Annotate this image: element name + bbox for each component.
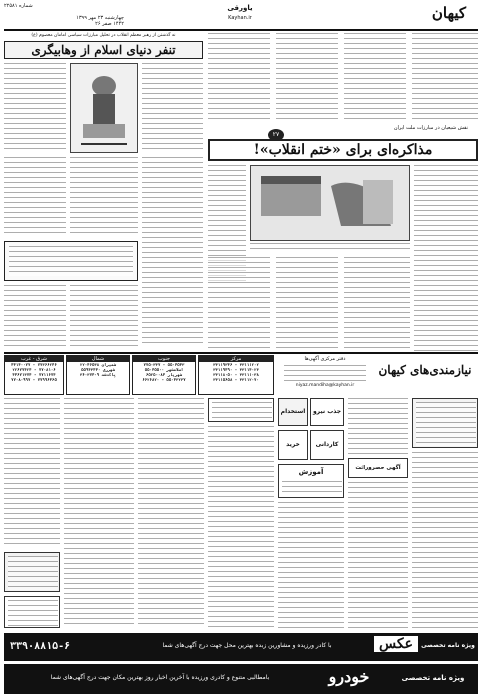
ad-box (208, 398, 274, 422)
phone-col-header: مرکز (199, 356, 273, 362)
section-label: یاورقی (227, 4, 253, 12)
ad-estekhdam (278, 398, 308, 426)
left-article-title: تنفر دنیای اسلام از وهابیگری (31, 43, 176, 57)
phone-value: ۷۷۰۸۱۰۶ - ۲۲۶۷۷۴۲۴ (12, 367, 56, 372)
phone-col-shomal (66, 355, 130, 395)
ad-box-text (416, 402, 476, 446)
left-article-kicker: نه گذشتن از رهبر معظم انقلاب در تحلیل مبارزات سیاسی امامان معصوم (ع) (31, 33, 176, 38)
phone-value: ۷۷۱۱۶۷۴ - ۴۴۶۷۱۳۷۴ (12, 372, 56, 377)
right-col-1 (208, 33, 270, 121)
left-col-7 (70, 285, 138, 347)
badge-number: ۲۷ (272, 131, 280, 138)
ad-col-5 (278, 502, 344, 628)
phone-value: ۷۷۹۹۶۴۶۵ - ۷۷۰۸۰۹۹۷ (11, 377, 57, 382)
phone-value: ۳۳۱۱۱۰۳۸ - ۳۳۱۱۸۰۵۰ (213, 372, 259, 377)
ads-header (280, 355, 478, 395)
phone-col-header: شمال (67, 356, 129, 362)
left-article (4, 33, 203, 351)
ad-box (4, 596, 60, 628)
center-col-2 (414, 165, 478, 351)
ad-col-3 (138, 398, 204, 628)
banner-aks-text: با کادر ورزیده و مشاورین زبده بهترین محل جهت درج آگهی‌های شما (162, 642, 332, 649)
left-article-title-box (4, 41, 203, 59)
ad-col-6a (348, 398, 408, 454)
ad-box-text (8, 600, 58, 626)
ad-amozesh-label: آموزش (298, 468, 324, 476)
ad-kar-label: کاردانی (315, 441, 339, 448)
phone-col-markaz (198, 355, 274, 395)
phone-table (4, 355, 274, 395)
phone-value: ۳۳۱۱۴۰۲۳ - ۳۳۱۱۹۴۹۰ (213, 367, 259, 372)
left-col-6 (4, 285, 66, 347)
ad-box-text (8, 556, 58, 590)
center-article-kicker: نقش شیعیان در مبارزات ملت ایران (393, 125, 468, 131)
phone-value: پاکدشت ۳۶۰۳۷۴۰۹ (79, 372, 117, 377)
center-article (208, 125, 478, 351)
ad-box-text (212, 402, 272, 420)
left-highlight-box (4, 241, 138, 281)
issue-info (4, 3, 124, 27)
issue-date: چهارشنبه ۲۳ مهر ۱۳۹۹ (76, 15, 124, 21)
left-col-5 (142, 157, 203, 347)
ad-box-text (282, 481, 342, 495)
phone-col-shargh (4, 355, 64, 395)
ad-amlak (348, 458, 408, 478)
banner-khodro-label: ویژه نامه تخصصی (401, 674, 465, 682)
ads-divider (4, 352, 478, 354)
ad-col-4 (208, 426, 274, 628)
left-highlight-text (9, 246, 133, 276)
ad-kharid-label: خرید (286, 441, 300, 448)
ad-amlak-label: آگهی حصروراثت (355, 465, 401, 471)
ad-estekhdam-label: استخدام (280, 408, 306, 415)
classifieds (4, 398, 478, 630)
banner-aks-label: ویژه نامه تخصصی (421, 642, 475, 649)
phone-value: ۳۳۱۱۱۲۰۲ - ۳۳۱۱۹۳۴۶ (213, 362, 259, 367)
banner-aks (4, 633, 478, 661)
ad-col-7 (412, 452, 478, 628)
ad-kharid (278, 430, 308, 460)
ad-col-2 (64, 398, 134, 628)
phone-col-jonoob (132, 355, 196, 395)
banner-khodro-text: بامطالبی متنوع و کادری ورزیده با آخرین اخبار روز بهترین مکان جهت درج آگهی‌های شما (50, 674, 270, 681)
right-col-3 (344, 33, 406, 121)
banner-aks-phone: ۳۳۹۰۸۸۱۵-۶ (10, 641, 71, 652)
banner-khodro (4, 664, 478, 694)
ads-email: niyaz.mandiha@kayhan.ir (295, 383, 355, 388)
phone-value: ۵۵۰۴۳۲۳۷ - ۶۶۲۶۸۲۰ (142, 377, 186, 382)
phone-value: شهریار ۶۵۲۵۰۰۸۴ (145, 372, 183, 377)
issue-date-hijri: ۱۴۴۲ صفر ۲۶ (95, 21, 124, 27)
phone-value: ۷۷۳۶۶۲۴۶ - ۴۴۱۴۰۰۷۷ (11, 362, 57, 367)
ad-kar (310, 430, 344, 460)
masthead (0, 0, 482, 30)
site-url: Kayhan.ir (228, 15, 252, 21)
phone-col-header: جنوب (133, 356, 195, 362)
masthead-rule (4, 29, 478, 31)
right-col-4 (412, 33, 478, 121)
left-col-3 (4, 157, 66, 237)
phone-value: شمیران ۲۲۰۴۶۵۳۸ (79, 362, 117, 367)
phone-value: شهرری ۵۵۹۴۳۴۴۰ (81, 367, 115, 372)
left-col-4 (70, 157, 138, 237)
phone-col-header: شرق - غرب (5, 356, 63, 362)
logo (420, 2, 478, 26)
center-col-4 (276, 257, 338, 351)
logo-text: کیهان (431, 4, 467, 22)
center-col-3 (208, 257, 270, 351)
left-col-2 (142, 63, 203, 153)
phone-value: ۳۳۱۱۲۰۷۰ - ۳۳۱۱۵۶۵۸ (213, 377, 259, 382)
cartoon-image (70, 63, 138, 153)
ad-col-1 (4, 398, 60, 548)
phone-value: ۵۵۰۴۵۴۳ - ۷۷۵۰۳۳۷ (143, 362, 185, 367)
ad-jazb (310, 398, 344, 426)
center-photo-caption (250, 243, 410, 253)
phone-value: اسلامشهر ۵۵۰۴۵۵۰۰ (144, 367, 184, 372)
left-col-1 (4, 63, 66, 153)
ad-jazb-label: جذب نیرو (312, 408, 342, 415)
issue-number: شماره ۲۲۵۸۱ (4, 3, 33, 9)
center-col-5 (344, 257, 410, 351)
banner-aks-brand: عکس (374, 636, 418, 652)
ad-col-6b (348, 482, 408, 628)
center-photo (250, 165, 410, 241)
right-top-article (208, 33, 478, 123)
ads-title: نیازمندی‌های کیهان (378, 363, 472, 377)
banner-khodro-brand: خودرو (328, 667, 370, 686)
ads-address (284, 365, 366, 381)
ad-box (412, 398, 478, 448)
center-article-title-box (208, 139, 478, 161)
ad-amozesh (278, 464, 344, 498)
ads-subtitle: دفتر مرکزی آگهی‌ها (304, 356, 346, 362)
right-col-2 (276, 33, 338, 121)
ad-box (4, 552, 60, 592)
center-article-title: مذاکره‌ای برای «ختم انقلاب»! (253, 142, 433, 158)
